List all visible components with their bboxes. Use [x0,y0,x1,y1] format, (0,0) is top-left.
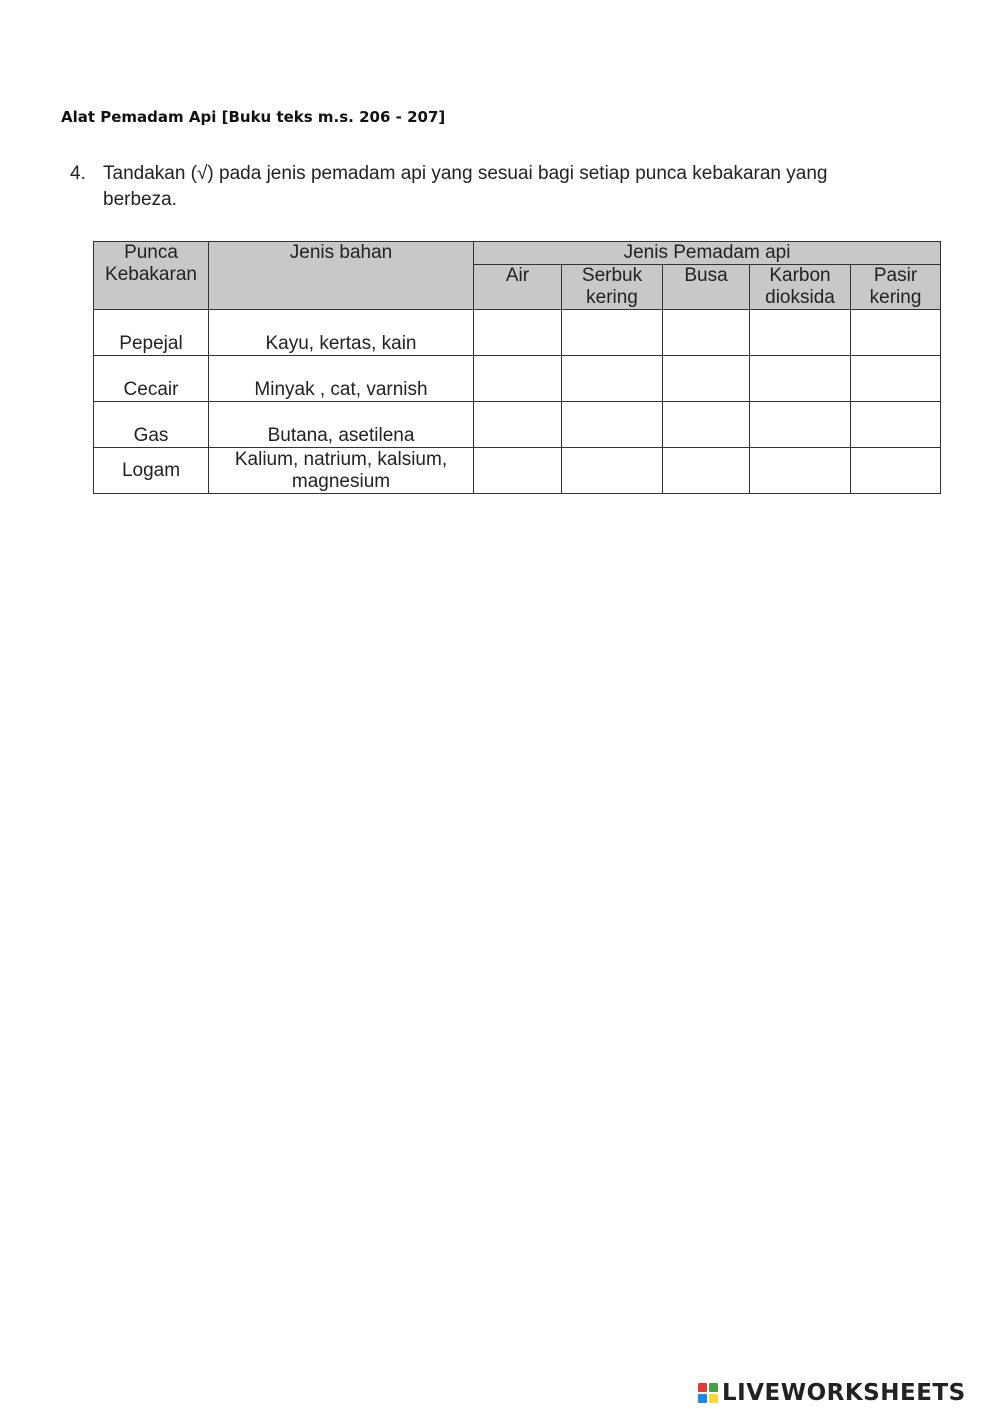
answer-cell-busa[interactable] [663,356,750,402]
row-bahan: Minyak , cat, varnish [209,356,474,402]
answer-cell-pasir-kering[interactable] [851,310,941,356]
liveworksheets-logo [698,1380,966,1406]
worksheet-heading: Alat Pemadam Api [Buku teks m.s. 206 - 207] [61,108,446,126]
liveworksheets-logo-icon [698,1383,718,1403]
answer-cell-karbon-dioksida[interactable] [750,402,851,448]
answer-cell-karbon-dioksida[interactable] [750,356,851,402]
answer-cell-serbuk-kering[interactable] [562,356,663,402]
row-bahan: Kalium, natrium, kalsium, magnesium [209,448,474,494]
logo-square-green [709,1383,718,1392]
header-serbuk-kering: Serbuk kering [562,265,663,310]
logo-square-yellow [709,1394,718,1403]
logo-square-red [698,1383,707,1392]
question-text: Tandakan (√) pada jenis pemadam api yang sesuai bagi setiap punca kebakaran yang berbeza. [103,163,828,210]
question-number: 4. [70,163,86,184]
answer-cell-air[interactable] [474,448,562,494]
header-air: Air [474,265,562,310]
row-bahan: Butana, asetilena [209,402,474,448]
row-punca: Pepejal [94,310,209,356]
row-punca: Logam [94,448,209,494]
logo-text: LIVEWORKSHEETS [722,1380,966,1406]
header-busa: Busa [663,265,750,310]
row-punca: Gas [94,402,209,448]
answer-cell-karbon-dioksida[interactable] [750,310,851,356]
answer-cell-busa[interactable] [663,448,750,494]
answer-cell-air[interactable] [474,310,562,356]
header-jenis-bahan: Jenis bahan [209,242,474,310]
answer-cell-serbuk-kering[interactable] [562,310,663,356]
row-punca: Cecair [94,356,209,402]
table-row [94,356,941,402]
answer-cell-air[interactable] [474,356,562,402]
answer-cell-pasir-kering[interactable] [851,448,941,494]
answer-cell-busa[interactable] [663,310,750,356]
answer-cell-serbuk-kering[interactable] [562,402,663,448]
answer-cell-air[interactable] [474,402,562,448]
row-bahan: Kayu, kertas, kain [209,310,474,356]
header-pasir-kering: Pasir kering [851,265,941,310]
table-row [94,448,941,494]
header-punca-kebakaran: Punca Kebakaran [94,242,209,310]
fire-extinguisher-table [93,241,941,494]
answer-cell-pasir-kering[interactable] [851,356,941,402]
table-row [94,402,941,448]
answer-cell-pasir-kering[interactable] [851,402,941,448]
answer-cell-karbon-dioksida[interactable] [750,448,851,494]
logo-square-blue [698,1394,707,1403]
table-row [94,310,941,356]
header-karbon-dioksida: Karbon dioksida [750,265,851,310]
header-jenis-pemadam-api: Jenis Pemadam api [474,242,941,265]
answer-cell-serbuk-kering[interactable] [562,448,663,494]
answer-cell-busa[interactable] [663,402,750,448]
